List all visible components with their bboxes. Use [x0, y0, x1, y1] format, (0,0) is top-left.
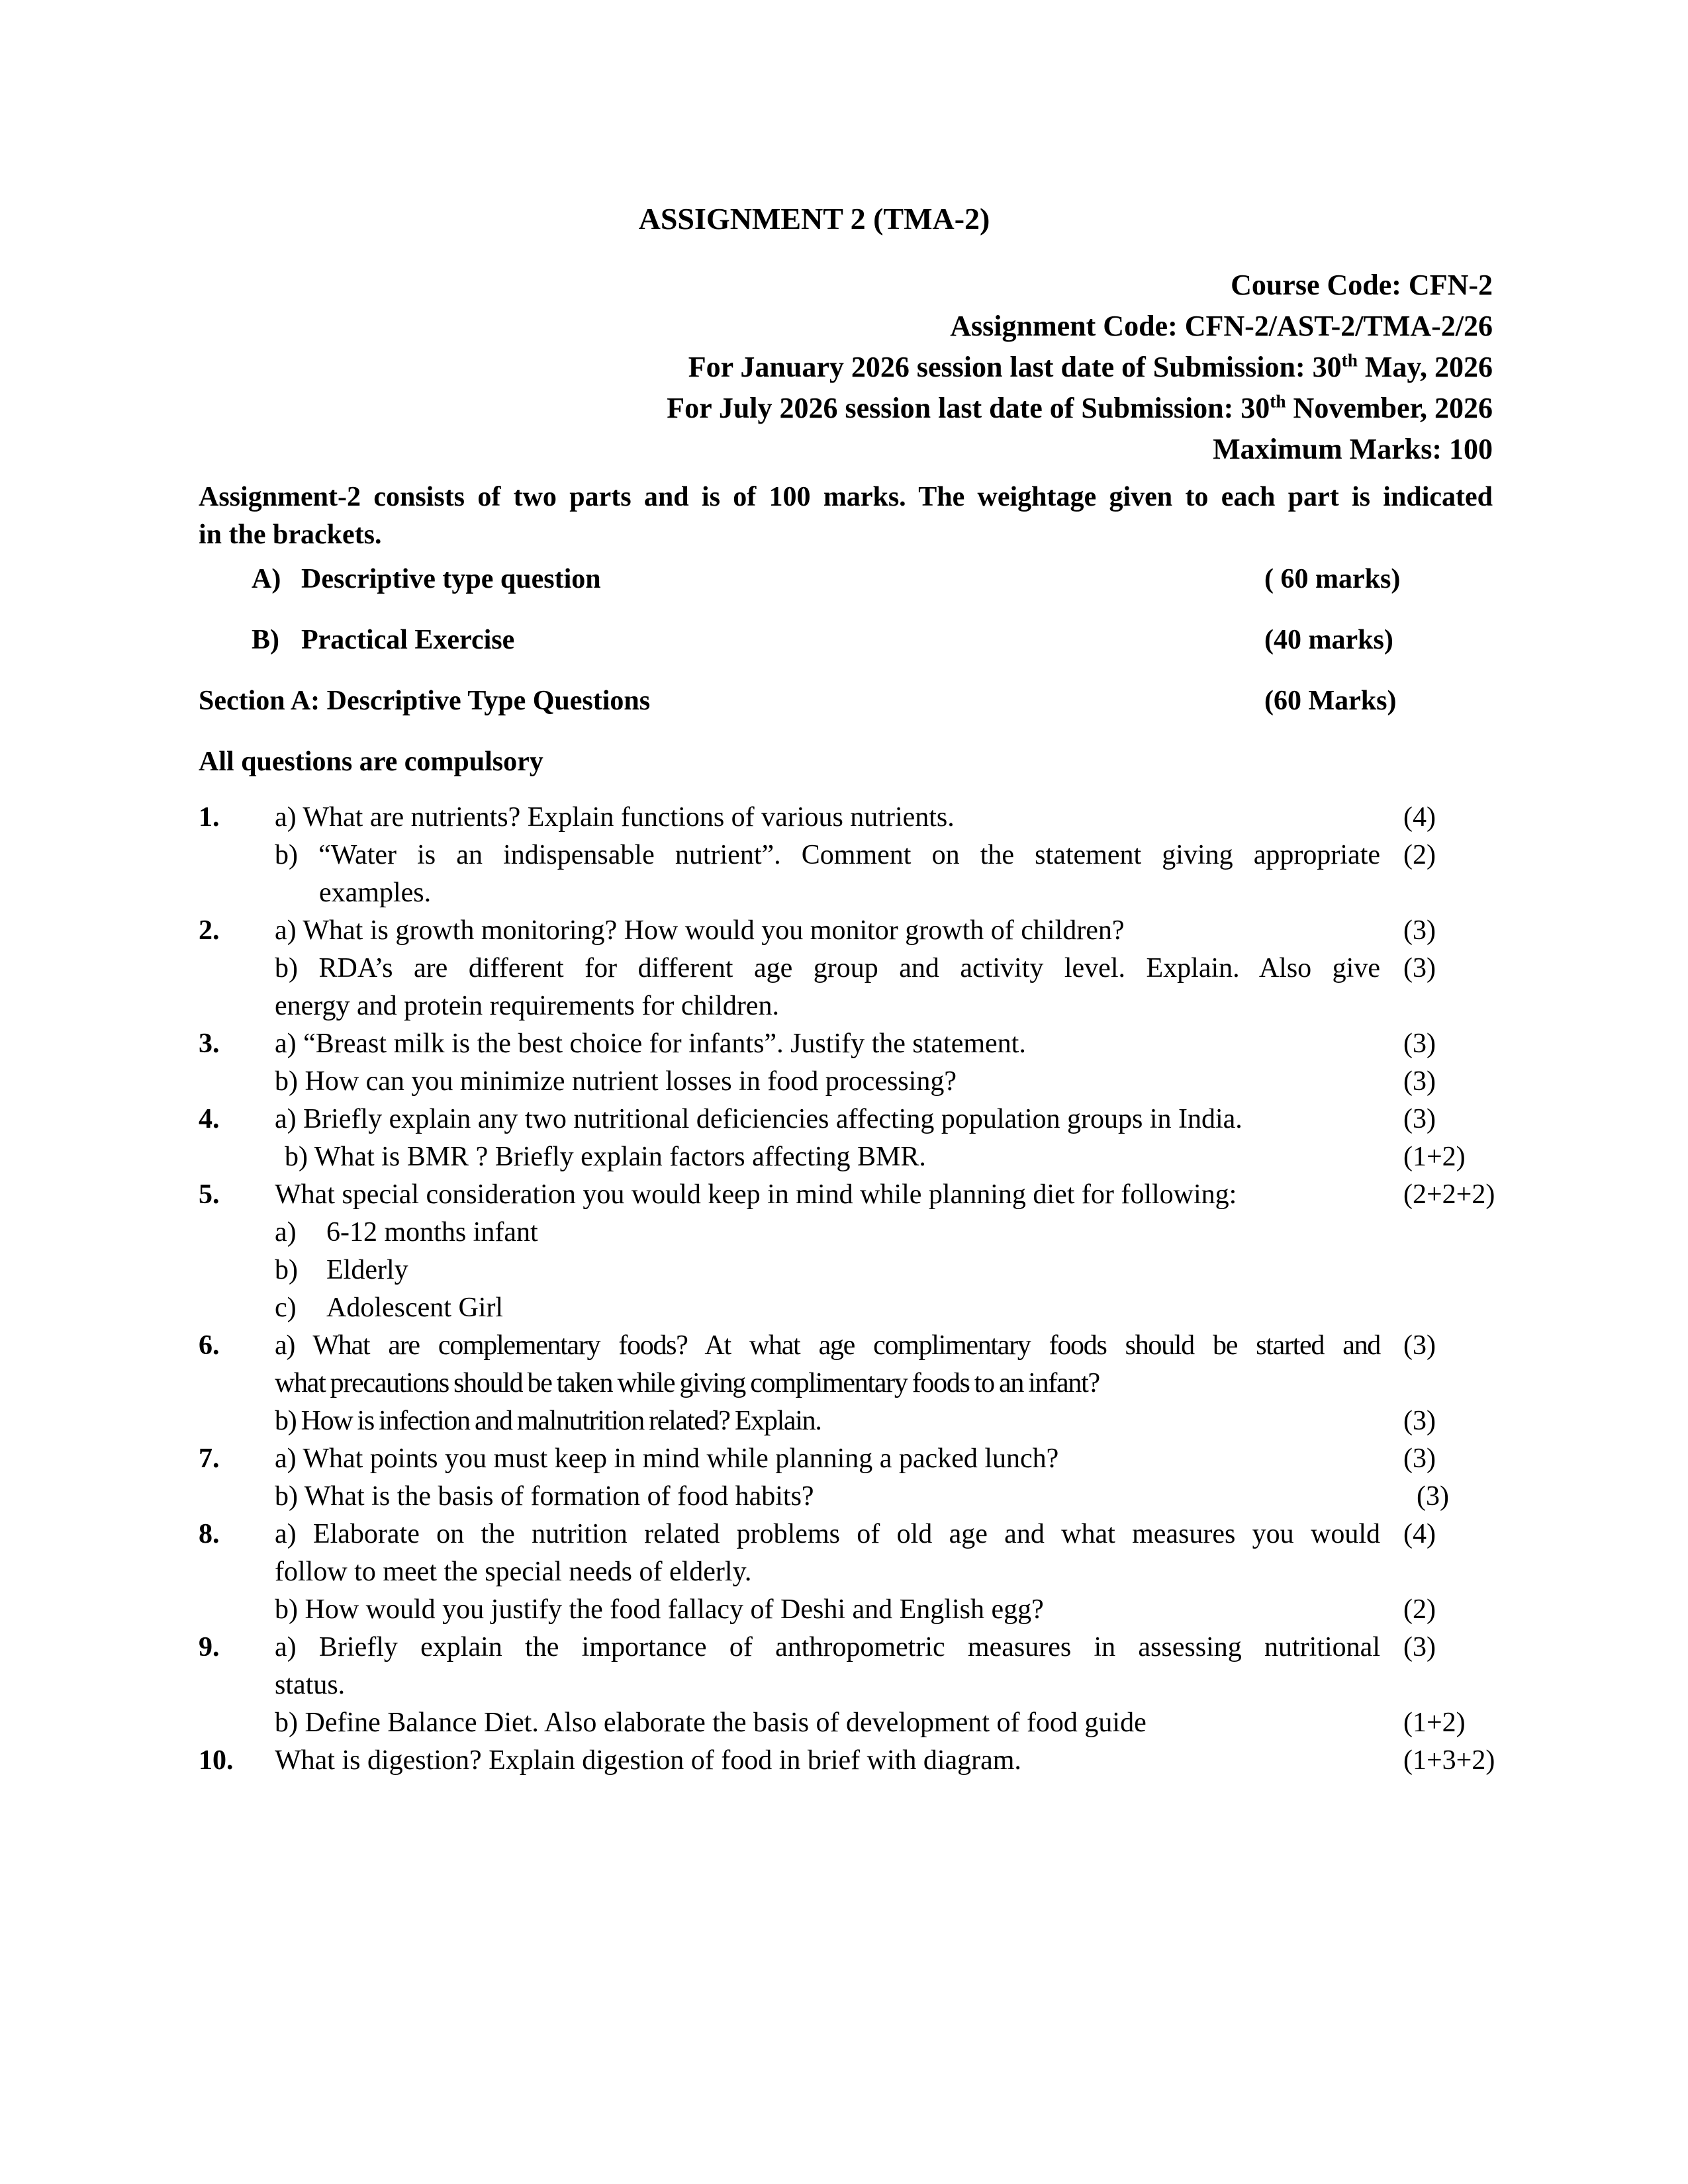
section-a-label: Section A: Descriptive Type Questions	[199, 686, 651, 716]
part-a-label: Descriptive type question	[301, 564, 601, 594]
question-text: c) Adolescent Girl	[275, 1289, 1380, 1327]
ordinal-superscript: th	[1341, 350, 1358, 371]
part-a-row	[199, 561, 1516, 598]
intro-line-1: Assignment-2 consists of two parts and is of 100 marks. The weightage given to each part is indicated	[199, 482, 1493, 512]
question-marks: (1+3+2)	[1403, 1745, 1495, 1776]
part-b-row	[199, 621, 1516, 659]
question-text: a) What is growth monitoring? How would you monitor growth of children?	[275, 915, 1125, 946]
question-text: b) What is BMR ? Briefly explain factors affecting BMR.	[285, 1142, 926, 1172]
question-4-line-b	[199, 1138, 1516, 1176]
question-text: a) What are complementary foods? At what age complimentary foods should be started and	[275, 1330, 1380, 1361]
question-2-line-b	[199, 950, 1516, 987]
question-5-subitem-c	[199, 1289, 1516, 1327]
question-6-line-a	[199, 1327, 1516, 1365]
question-9-continuation	[199, 1666, 1516, 1704]
question-list	[199, 799, 1516, 1780]
intro-paragraph	[199, 478, 1516, 554]
question-marks: (1+2)	[1403, 1707, 1466, 1738]
question-9-line-a	[199, 1629, 1516, 1666]
question-5-subitem-b	[199, 1251, 1516, 1289]
question-text: b) Define Balance Diet. Also elaborate the basis of development of food guide	[275, 1707, 1147, 1738]
question-2-line-a	[199, 912, 1516, 950]
question-10-main	[199, 1742, 1516, 1780]
question-number: 9.	[199, 1632, 220, 1662]
subitem-marker: c)	[275, 1293, 297, 1323]
question-marks: (3)	[1403, 1066, 1436, 1097]
question-5-main	[199, 1176, 1516, 1214]
part-a-marks: ( 60 marks)	[1264, 564, 1401, 594]
question-text: b) How would you justify the food fallacy of Deshi and English egg?	[275, 1594, 1044, 1625]
question-number: 5.	[199, 1179, 220, 1210]
question-text: energy and protein requirements for children.	[275, 991, 779, 1021]
question-number: 4.	[199, 1104, 220, 1134]
intro-line-2: in the brackets.	[199, 520, 382, 550]
question-text: a) Briefly explain the importance of anthropometric measures in assessing nutritional	[275, 1632, 1380, 1662]
question-text: b) How is infection and malnutrition related? Explain.	[275, 1406, 821, 1436]
question-8-continuation	[199, 1553, 1516, 1591]
question-3-line-a	[199, 1025, 1516, 1063]
question-3-line-b	[199, 1063, 1516, 1101]
question-number: 3.	[199, 1028, 220, 1059]
question-1-line-a	[199, 799, 1516, 837]
question-marks: (2+2+2)	[1403, 1179, 1495, 1210]
question-1-continuation	[199, 874, 1516, 912]
question-text: follow to meet the special needs of elderly.	[275, 1557, 752, 1587]
question-marks: (3)	[1403, 1330, 1436, 1361]
question-text: What special consideration you would keep in mind while planning diet for following:	[275, 1179, 1237, 1210]
header-block	[199, 265, 1516, 470]
compulsory-note: All questions are compulsory	[199, 747, 543, 777]
question-text: b) RDA’s are different for different age group and activity level. Explain. Also give	[275, 953, 1380, 983]
question-text: a) 6-12 months infant	[275, 1214, 1380, 1251]
question-marks: (3)	[1403, 915, 1436, 946]
section-a-heading	[199, 682, 1516, 720]
question-marks: (3)	[1403, 1406, 1436, 1436]
jan-session-deadline: For January 2026 session last date of Submission: 30th May, 2026	[688, 350, 1493, 383]
question-8-line-a	[199, 1516, 1516, 1553]
part-a-marker: A)	[252, 564, 281, 594]
question-marks: (3)	[1403, 1443, 1436, 1474]
question-text: status.	[275, 1670, 346, 1700]
question-text: b) How can you minimize nutrient losses in food processing?	[275, 1066, 957, 1097]
question-marks: (1+2)	[1403, 1142, 1466, 1172]
course-code: Course Code: CFN-2	[1231, 269, 1493, 301]
question-marks: (4)	[1403, 802, 1436, 833]
page-title: ASSIGNMENT 2 (TMA-2)	[638, 202, 990, 236]
question-number: 7.	[199, 1443, 220, 1474]
question-text: a) Briefly explain any two nutritional deficiencies affecting population groups in India.	[275, 1104, 1243, 1134]
july-session-deadline: For July 2026 session last date of Submission: 30th November, 2026	[667, 391, 1493, 424]
question-text: What is digestion? Explain digestion of food in brief with diagram.	[275, 1745, 1021, 1776]
question-4-line-a	[199, 1101, 1516, 1138]
question-text: a) Elaborate on the nutrition related problems of old age and what measures you would	[275, 1519, 1380, 1549]
question-9-line-b	[199, 1704, 1516, 1742]
question-text: a) What are nutrients? Explain functions of various nutrients.	[275, 802, 955, 833]
question-7-line-a	[199, 1440, 1516, 1478]
ordinal-superscript: th	[1270, 391, 1286, 412]
question-marks: (4)	[1403, 1519, 1436, 1549]
question-marks: (3)	[1403, 953, 1436, 983]
question-marks: (3)	[1403, 1028, 1436, 1059]
question-text: a) What points you must keep in mind while planning a packed lunch?	[275, 1443, 1059, 1474]
question-6-line-b	[199, 1402, 1516, 1440]
question-number: 10.	[199, 1745, 234, 1776]
question-number: 8.	[199, 1519, 220, 1549]
question-number: 6.	[199, 1330, 220, 1361]
question-text: b) What is the basis of formation of food habits?	[275, 1481, 814, 1512]
part-b-marks: (40 marks)	[1264, 625, 1393, 655]
section-a-marks: (60 Marks)	[1264, 686, 1397, 716]
question-8-line-b	[199, 1591, 1516, 1629]
question-1-line-b	[199, 837, 1516, 874]
question-marks: (2)	[1403, 840, 1436, 870]
question-text: examples.	[319, 878, 432, 908]
question-text: what precautions should be taken while giving complimentary foods to an infant?	[275, 1368, 1100, 1398]
question-marks: (3)	[1417, 1481, 1449, 1512]
question-number: 2.	[199, 915, 220, 946]
subitem-marker: b)	[275, 1255, 298, 1285]
assignment-code: Assignment Code: CFN-2/AST-2/TMA-2/26	[950, 310, 1493, 342]
question-text: b) “Water is an indispensable nutrient”. Comment on the statement giving appropriate	[275, 840, 1380, 870]
part-b-marker: B)	[252, 625, 279, 655]
question-text: a) “Breast milk is the best choice for infants”. Justify the statement.	[275, 1028, 1026, 1059]
subitem-marker: a)	[275, 1217, 297, 1248]
question-marks: (3)	[1403, 1104, 1436, 1134]
question-7-line-b	[199, 1478, 1516, 1516]
part-b-label: Practical Exercise	[301, 625, 515, 655]
maximum-marks: Maximum Marks: 100	[1213, 433, 1493, 465]
question-5-subitem-a	[199, 1214, 1516, 1251]
question-2-continuation	[199, 987, 1516, 1025]
question-number: 1.	[199, 802, 220, 833]
question-text: b) Elderly	[275, 1251, 1380, 1289]
question-marks: (2)	[1403, 1594, 1436, 1625]
question-marks: (3)	[1403, 1632, 1436, 1662]
question-6-continuation	[199, 1365, 1516, 1402]
